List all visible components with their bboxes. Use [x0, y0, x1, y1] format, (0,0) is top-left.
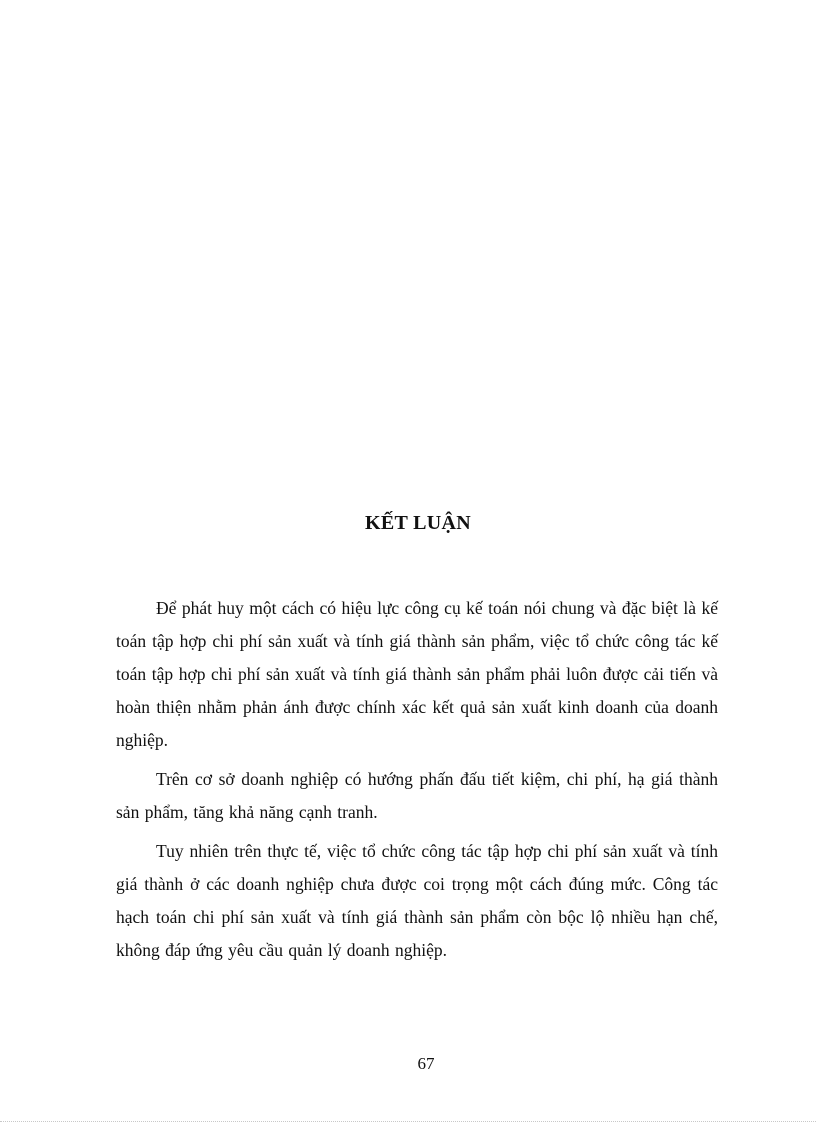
- paragraph: Trên cơ sở doanh nghiệp có hướng phấn đấu tiết kiệm, chi phí, hạ giá thành sản phẩm, tăng khả năng cạnh tranh.: [116, 769, 718, 822]
- body-text: [116, 592, 718, 973]
- page-bottom-divider: [0, 1121, 816, 1122]
- page-title: KẾT LUẬN: [365, 512, 471, 534]
- page-number: 67: [417, 1054, 435, 1073]
- paragraph: Để phát huy một cách có hiệu lực công cụ kế toán nói chung và đặc biệt là kế toán tập hợp chi phí sản xuất và tính giá thành sản phẩm, việc tổ chức công tác kế toán tập hợp chi phí sản xuất và tính giá thành sản phẩm phải luôn được cải tiến và hoàn thiện nhằm phản ánh được chính xác kết quả sản xuất kinh doanh của doanh nghiệp.: [116, 598, 718, 750]
- paragraph: Tuy nhiên trên thực tế, việc tổ chức công tác tập hợp chi phí sản xuất và tính giá thành ở các doanh nghiệp chưa được coi trọng một cách đúng mức. Công tác hạch toán chi phí sản xuất và tính giá thành sản phẩm còn bộc lộ nhiều hạn chế, không đáp ứng yêu cầu quản lý doanh nghiệp.: [116, 841, 718, 960]
